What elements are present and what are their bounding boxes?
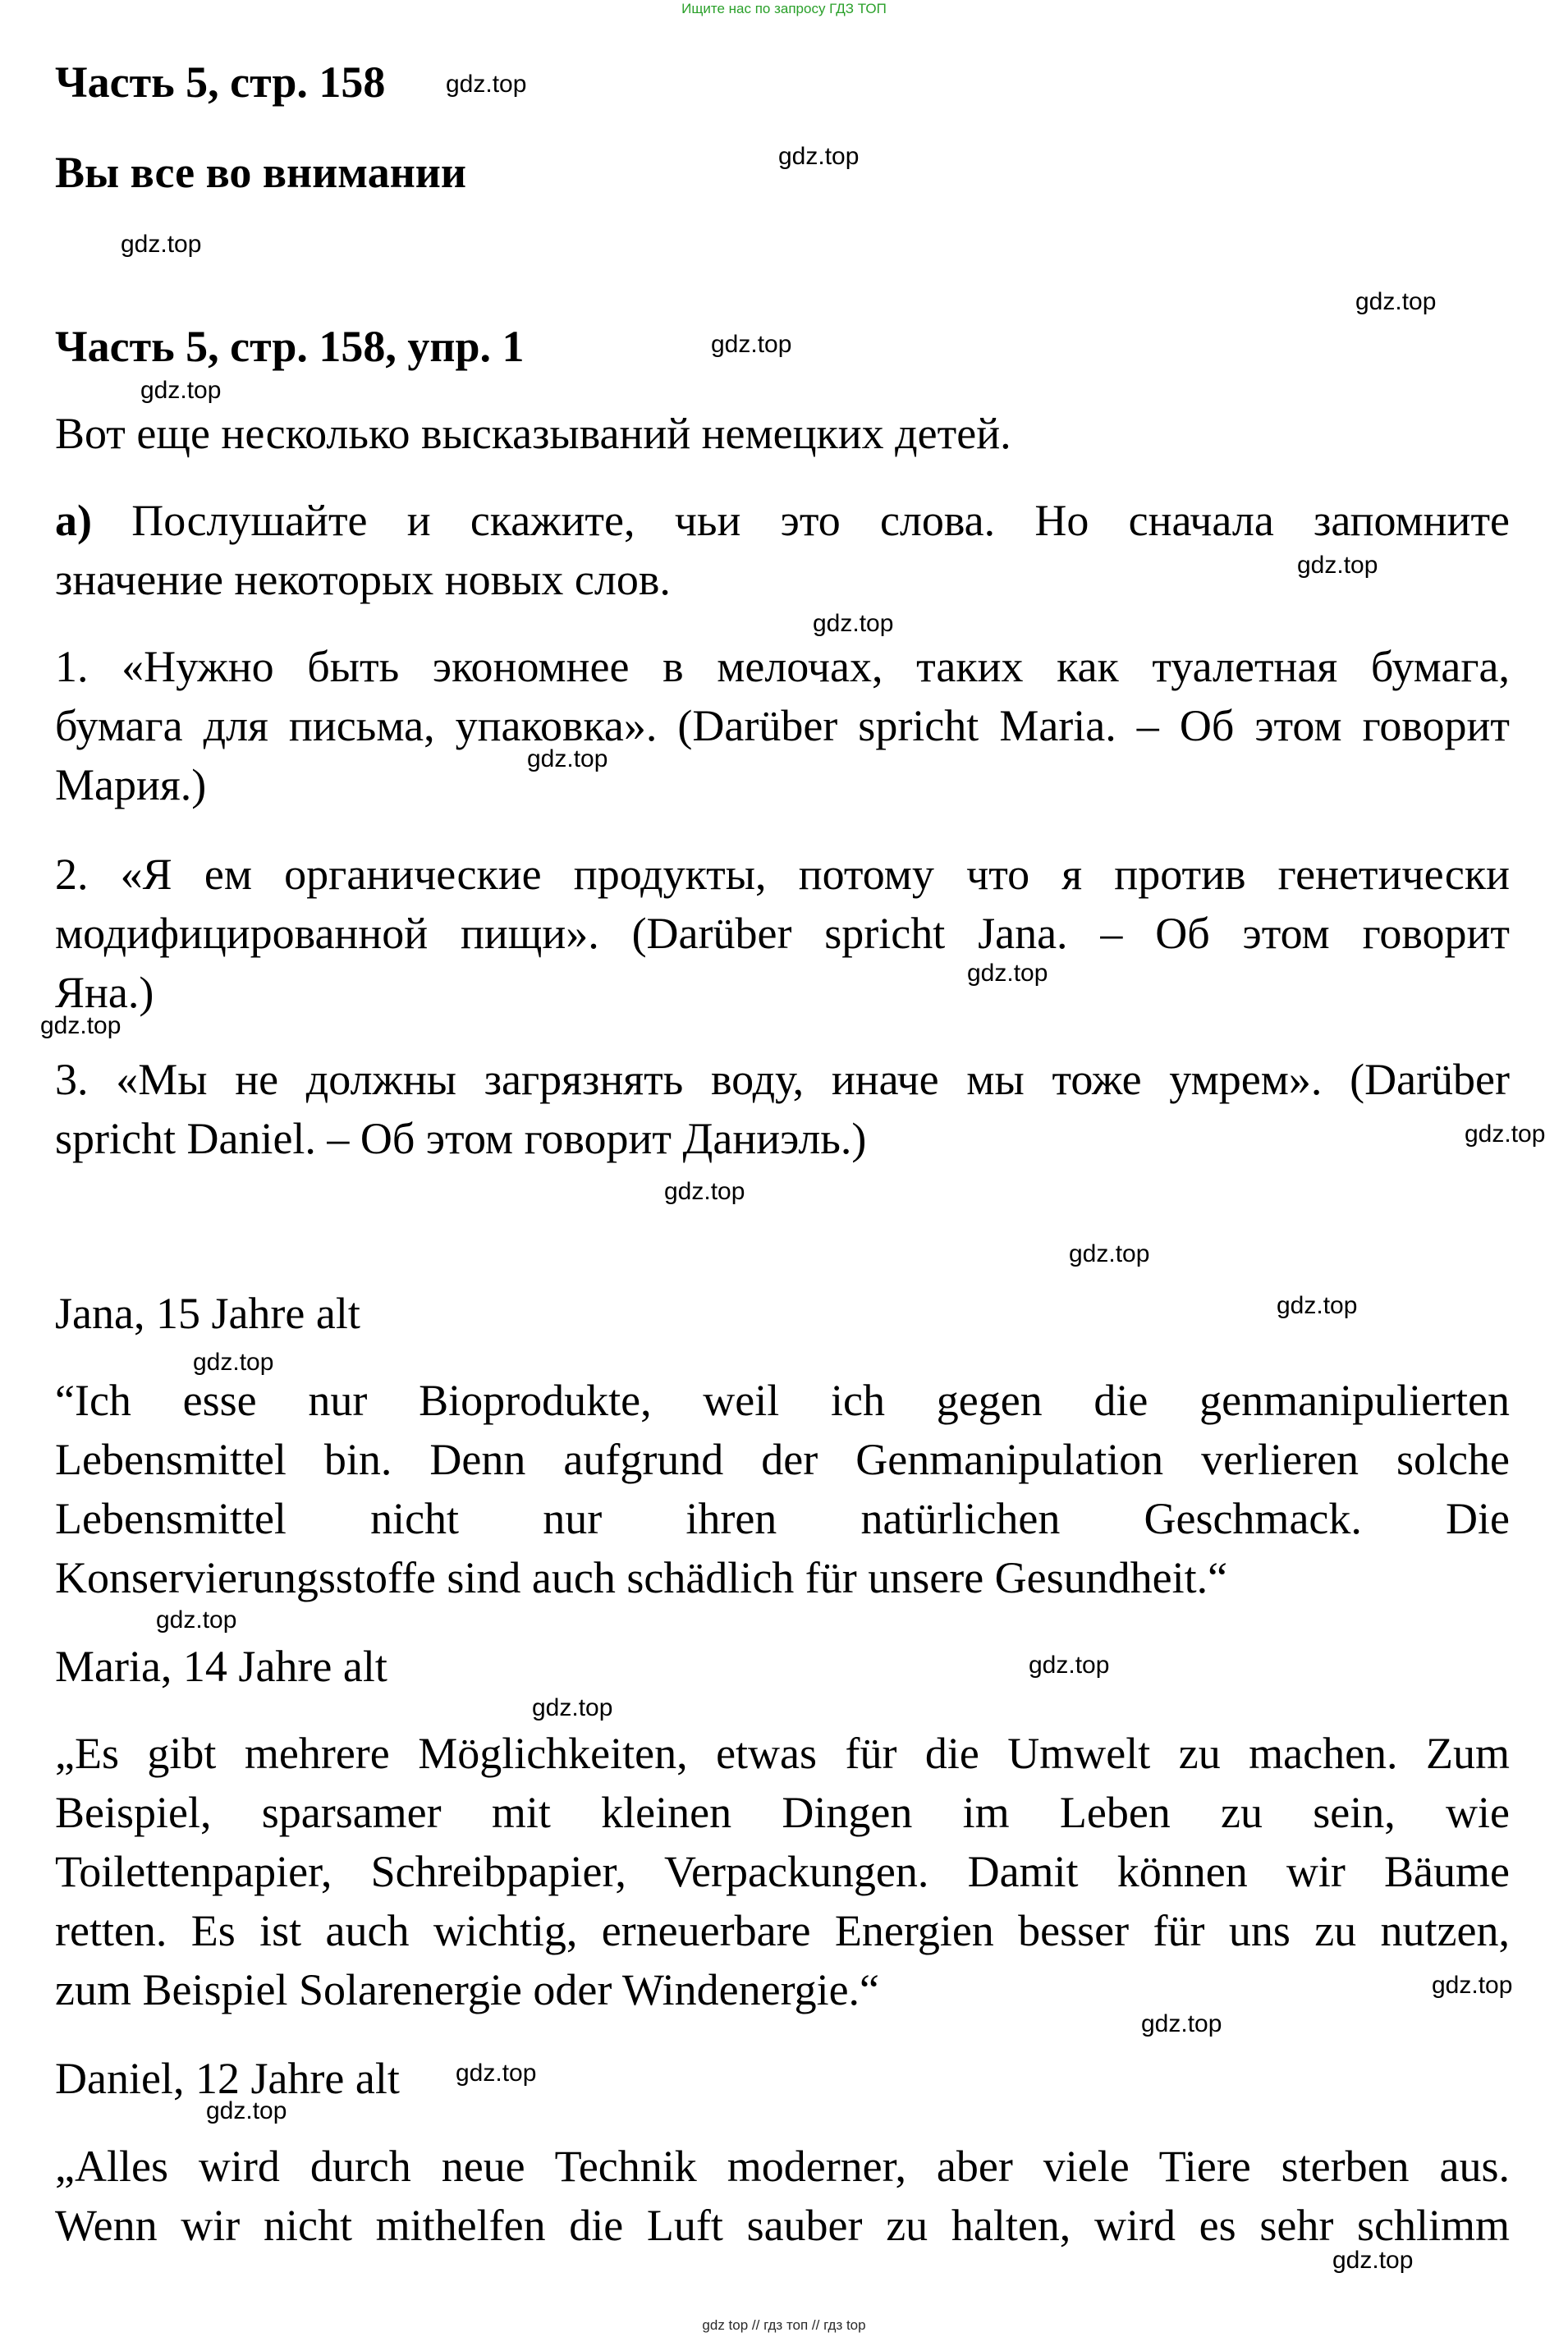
footer[interactable]: gdz top // гдз топ // гдз top xyxy=(702,2317,866,2333)
watermark: gdz.top xyxy=(967,960,1048,987)
task-line-1: а) Послушайте и скажите, чьи это слова. Но сначала запомните xyxy=(55,496,1511,545)
watermark: gdz.top xyxy=(121,231,202,258)
watermark: gdz.top xyxy=(1141,2010,1222,2037)
watermark: gdz.top xyxy=(456,2060,537,2087)
item-2-line-1: 2. «Я ем органические продукты, потому что я против генетически xyxy=(55,850,1510,899)
jana-line-4: Konservierungsstoffe sind auch schädlich für unsere Gesundheit.“ xyxy=(55,1553,1228,1602)
watermark: gdz.top xyxy=(446,71,527,98)
watermark: gdz.top xyxy=(1355,288,1437,315)
item-2-line-2: модифицированной пищи». (Darüber spricht Jana. – Об этом говорит xyxy=(55,909,1510,958)
watermark: gdz.top xyxy=(527,745,608,772)
jana-line-2: Lebensmittel bin. Denn aufgrund der Genmanipulation verlieren solche xyxy=(55,1435,1510,1484)
watermark: gdz.top xyxy=(1297,552,1378,579)
top-banner[interactable]: Ищите нас по запросу ГДЗ ТОП xyxy=(681,1,887,16)
item-3-line-2: spricht Daniel. – Об этом говорит Даниэль.) xyxy=(55,1114,867,1163)
item-1-line-3: Мария.) xyxy=(55,760,207,809)
watermark: gdz.top xyxy=(193,1349,274,1376)
section-title: Вы все во внимании xyxy=(55,148,467,197)
watermark: gdz.top xyxy=(664,1178,745,1205)
page-title: Часть 5, стр. 158 xyxy=(55,57,386,107)
watermark: gdz.top xyxy=(778,143,860,170)
watermark: gdz.top xyxy=(1465,1120,1546,1148)
watermark: gdz.top xyxy=(813,610,894,637)
item-3-line-1: 3. «Мы не должны загрязнять воду, иначе мы тоже умрем». (Darüber xyxy=(55,1055,1510,1104)
watermark: gdz.top xyxy=(40,1012,121,1039)
maria-line-4: retten. Es ist auch wichtig, erneuerbare Energien besser für uns zu nutzen, xyxy=(55,1906,1510,1955)
watermark: gdz.top xyxy=(140,377,222,404)
task-label: а) xyxy=(55,496,92,545)
task-line-2: значение некоторых новых слов. xyxy=(55,555,671,604)
item-1-line-1: 1. «Нужно быть экономнее в мелочах, таких как туалетная бумага, xyxy=(55,642,1510,691)
jana-line-1: “Ich esse nur Bioprodukte, weil ich gegen die genmanipulierten xyxy=(55,1376,1510,1425)
watermark: gdz.top xyxy=(1432,1972,1513,1999)
exercise-title: Часть 5, стр. 158, упр. 1 xyxy=(55,322,525,371)
speaker-maria-name: Maria, 14 Jahre alt xyxy=(55,1642,387,1691)
maria-line-1: „Es gibt mehrere Möglichkeiten, etwas für die Umwelt zu machen. Zum xyxy=(55,1729,1510,1778)
watermark: gdz.top xyxy=(1277,1292,1358,1319)
watermark: gdz.top xyxy=(1029,1652,1110,1679)
watermark: gdz.top xyxy=(532,1694,613,1721)
maria-line-2: Beispiel, sparsamer mit kleinen Dingen im Leben zu sein, wie xyxy=(55,1788,1510,1837)
intro-text: Вот еще несколько высказываний немецких детей. xyxy=(55,409,1011,458)
daniel-line-1: „Alles wird durch neue Technik moderner, aber viele Tiere sterben aus. xyxy=(55,2142,1510,2191)
maria-line-5: zum Beispiel Solarenergie oder Windenergie.“ xyxy=(55,1965,880,2014)
watermark: gdz.top xyxy=(711,331,792,358)
watermark: gdz.top xyxy=(156,1606,237,1634)
item-2-line-3: Яна.) xyxy=(55,968,154,1017)
speaker-jana-name: Jana, 15 Jahre alt xyxy=(55,1289,360,1338)
maria-line-3: Toilettenpapier, Schreibpapier, Verpackungen. Damit können wir Bäume xyxy=(55,1847,1510,1896)
item-1-line-2: бумага для письма, упаковка». (Darüber spricht Maria. – Об этом говорит xyxy=(55,701,1510,750)
jana-line-3: Lebensmittel nicht nur ihren natürlichen Geschmack. Die xyxy=(55,1494,1510,1543)
watermark: gdz.top xyxy=(1332,2247,1414,2274)
watermark: gdz.top xyxy=(206,2097,287,2124)
speaker-daniel-name: Daniel, 12 Jahre alt xyxy=(55,2054,400,2103)
daniel-line-2: Wenn wir nicht mithelfen die Luft sauber zu halten, wird es sehr schlimm xyxy=(55,2201,1510,2250)
watermark: gdz.top xyxy=(1069,1240,1150,1267)
